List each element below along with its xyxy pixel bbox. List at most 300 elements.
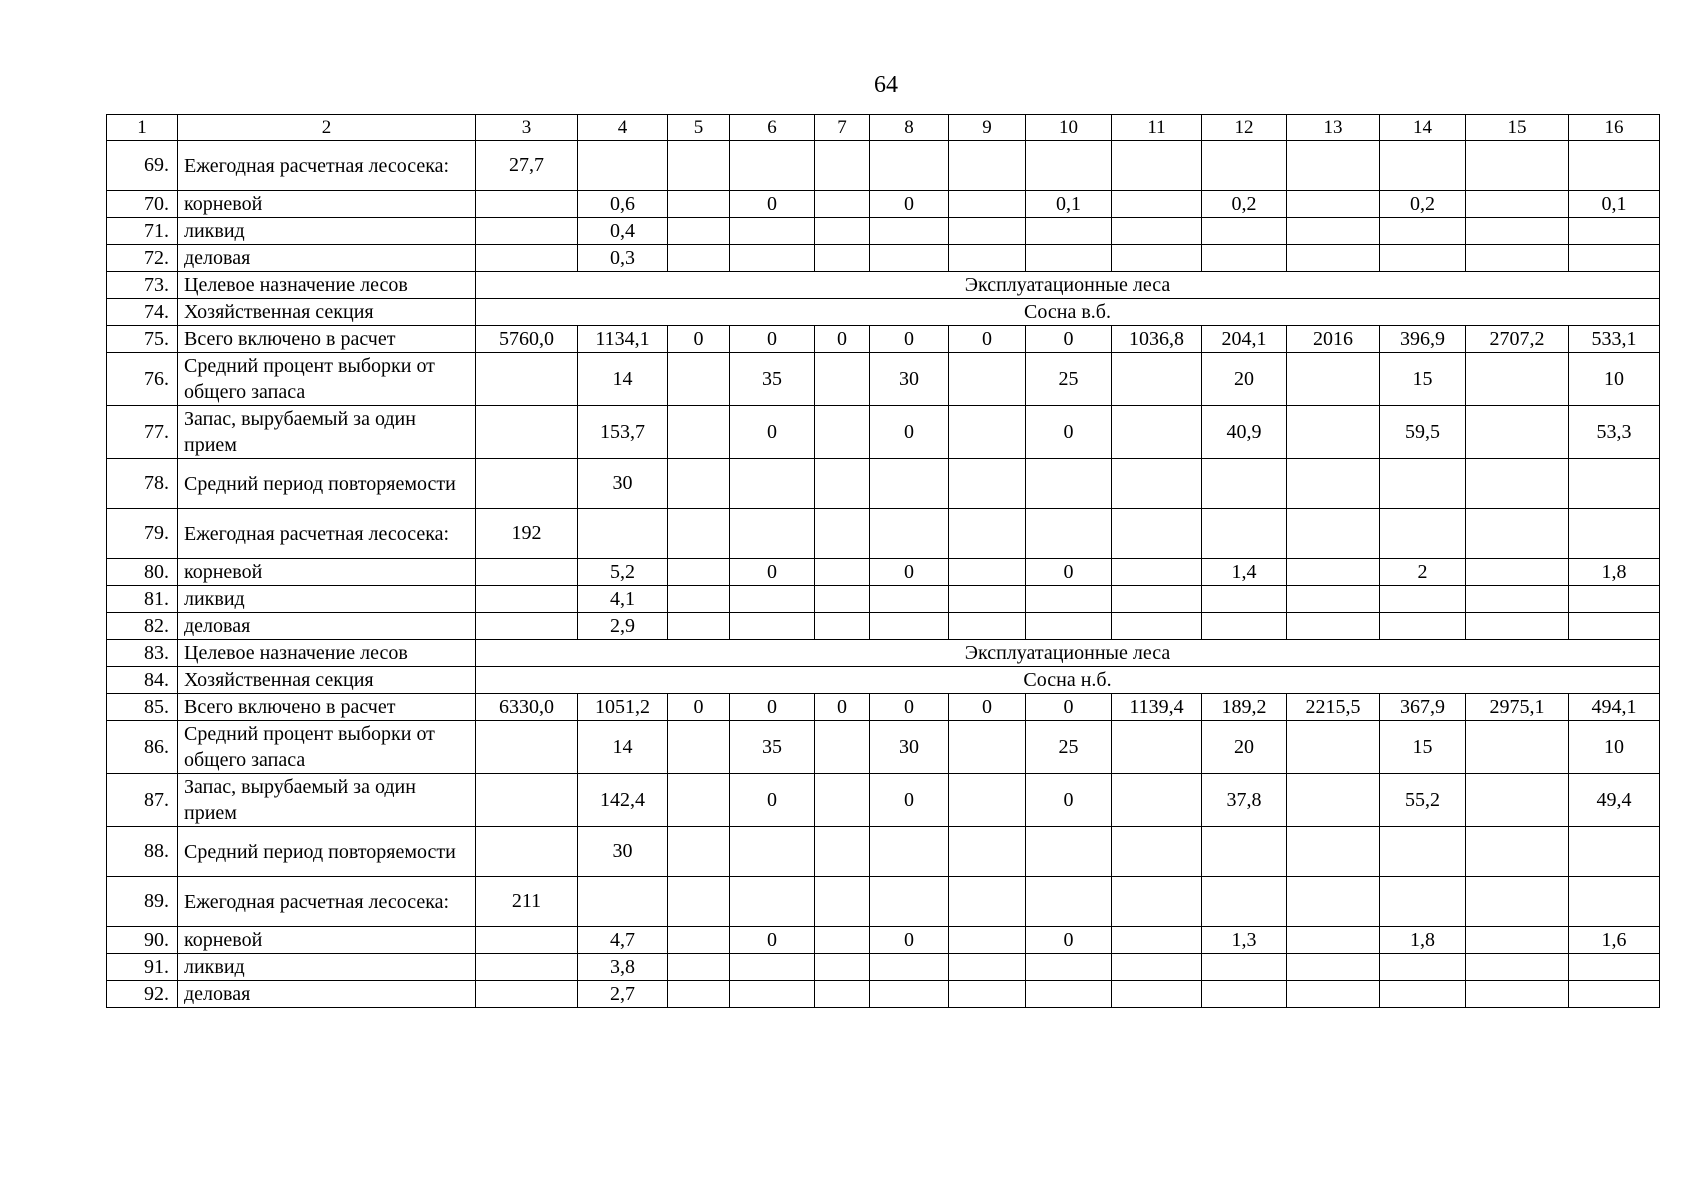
table-cell bbox=[730, 613, 815, 640]
column-header: 5 bbox=[668, 115, 730, 141]
table-cell bbox=[668, 353, 730, 406]
column-header: 14 bbox=[1380, 115, 1466, 141]
row-label: корневой bbox=[178, 559, 476, 586]
table-cell bbox=[1026, 877, 1112, 927]
table-cell bbox=[1569, 954, 1660, 981]
table-cell bbox=[1466, 191, 1569, 218]
table-cell: 192 bbox=[476, 509, 578, 559]
table-cell bbox=[1112, 981, 1202, 1008]
table-cell bbox=[815, 218, 870, 245]
table-cell: 37,8 bbox=[1202, 774, 1287, 827]
table-cell bbox=[1287, 191, 1380, 218]
table-cell bbox=[1380, 245, 1466, 272]
column-header: 12 bbox=[1202, 115, 1287, 141]
row-label: Ежегодная расчетная лесосека: bbox=[178, 141, 476, 191]
table-cell: 4,1 bbox=[578, 586, 668, 613]
table-cell bbox=[668, 245, 730, 272]
table-cell bbox=[476, 218, 578, 245]
table-cell bbox=[1026, 459, 1112, 509]
table-cell bbox=[949, 353, 1026, 406]
column-header: 1 bbox=[107, 115, 178, 141]
table-cell bbox=[815, 927, 870, 954]
table-cell bbox=[1112, 459, 1202, 509]
table-cell bbox=[870, 586, 949, 613]
table-cell: 1139,4 bbox=[1112, 694, 1202, 721]
table-row bbox=[107, 326, 1660, 353]
column-header: 8 bbox=[870, 115, 949, 141]
row-label: Средний период повторяемости bbox=[178, 459, 476, 509]
table-cell: 25 bbox=[1026, 353, 1112, 406]
table-cell bbox=[668, 559, 730, 586]
table-cell: 35 bbox=[730, 353, 815, 406]
row-number: 88. bbox=[107, 827, 178, 877]
table-cell bbox=[870, 218, 949, 245]
table-cell bbox=[1112, 954, 1202, 981]
table-cell bbox=[1287, 218, 1380, 245]
table-cell: 0,2 bbox=[1380, 191, 1466, 218]
table-cell: 0,2 bbox=[1202, 191, 1287, 218]
table-cell bbox=[1112, 721, 1202, 774]
table-cell: 0,3 bbox=[578, 245, 668, 272]
table-cell bbox=[815, 509, 870, 559]
table-row bbox=[107, 694, 1660, 721]
table-cell bbox=[949, 774, 1026, 827]
table-cell bbox=[815, 877, 870, 927]
table-cell: 0 bbox=[870, 406, 949, 459]
table-cell bbox=[1287, 877, 1380, 927]
row-number: 81. bbox=[107, 586, 178, 613]
table-cell bbox=[815, 954, 870, 981]
table-cell bbox=[1466, 459, 1569, 509]
table-cell: 10 bbox=[1569, 721, 1660, 774]
table-cell bbox=[1466, 981, 1569, 1008]
table-cell bbox=[668, 827, 730, 877]
table-cell bbox=[815, 613, 870, 640]
table-row bbox=[107, 640, 1660, 667]
table-cell: 25 bbox=[1026, 721, 1112, 774]
table-cell: 0 bbox=[949, 326, 1026, 353]
table-cell bbox=[1569, 509, 1660, 559]
table-cell bbox=[1287, 954, 1380, 981]
table-cell bbox=[1112, 406, 1202, 459]
table-cell bbox=[1466, 218, 1569, 245]
row-number: 89. bbox=[107, 877, 178, 927]
table-cell bbox=[1380, 613, 1466, 640]
table-cell bbox=[578, 141, 668, 191]
table-cell bbox=[578, 509, 668, 559]
table-cell bbox=[870, 141, 949, 191]
table-cell bbox=[476, 353, 578, 406]
table-cell bbox=[1466, 509, 1569, 559]
column-header: 9 bbox=[949, 115, 1026, 141]
row-label: Всего включено в расчет bbox=[178, 694, 476, 721]
table-cell: 1,6 bbox=[1569, 927, 1660, 954]
table-cell bbox=[815, 353, 870, 406]
table-cell bbox=[1287, 721, 1380, 774]
row-label: Запас, вырубаемый за один прием bbox=[178, 774, 476, 827]
table-cell bbox=[730, 827, 815, 877]
table-cell: 5,2 bbox=[578, 559, 668, 586]
table-cell bbox=[1569, 141, 1660, 191]
table-cell bbox=[1466, 721, 1569, 774]
table-cell: 0 bbox=[730, 559, 815, 586]
table-cell bbox=[1026, 245, 1112, 272]
table-cell bbox=[730, 245, 815, 272]
table-cell bbox=[1112, 245, 1202, 272]
table-cell: 0 bbox=[815, 326, 870, 353]
table-cell bbox=[1026, 981, 1112, 1008]
table-cell bbox=[668, 586, 730, 613]
table-cell bbox=[1287, 245, 1380, 272]
row-number: 75. bbox=[107, 326, 178, 353]
row-number: 72. bbox=[107, 245, 178, 272]
table-cell bbox=[815, 141, 870, 191]
table-cell: 0 bbox=[730, 694, 815, 721]
row-label: корневой bbox=[178, 191, 476, 218]
row-number: 80. bbox=[107, 559, 178, 586]
table-cell bbox=[1380, 877, 1466, 927]
table-cell bbox=[1202, 586, 1287, 613]
table-cell bbox=[730, 586, 815, 613]
table-cell bbox=[476, 406, 578, 459]
table-cell bbox=[1112, 353, 1202, 406]
table-cell bbox=[730, 509, 815, 559]
row-number: 77. bbox=[107, 406, 178, 459]
table-cell bbox=[1466, 559, 1569, 586]
table-cell bbox=[949, 721, 1026, 774]
table-row bbox=[107, 954, 1660, 981]
table-cell: 204,1 bbox=[1202, 326, 1287, 353]
table-cell: 367,9 bbox=[1380, 694, 1466, 721]
table-cell: 14 bbox=[578, 353, 668, 406]
table-cell bbox=[870, 827, 949, 877]
table-cell bbox=[1466, 927, 1569, 954]
table-cell bbox=[1112, 827, 1202, 877]
table-cell: 0 bbox=[668, 694, 730, 721]
table-cell: 0 bbox=[1026, 694, 1112, 721]
table-cell bbox=[1112, 191, 1202, 218]
table-cell bbox=[1287, 927, 1380, 954]
table-cell: 0,1 bbox=[1026, 191, 1112, 218]
table-cell bbox=[668, 141, 730, 191]
table-cell: 0 bbox=[870, 774, 949, 827]
table-cell bbox=[1112, 927, 1202, 954]
table-cell bbox=[1202, 218, 1287, 245]
table-cell bbox=[1112, 141, 1202, 191]
table-cell: 0 bbox=[730, 406, 815, 459]
table-cell bbox=[1466, 141, 1569, 191]
table-row bbox=[107, 272, 1660, 299]
row-label: ликвид bbox=[178, 218, 476, 245]
table-cell bbox=[949, 954, 1026, 981]
table-cell: 494,1 bbox=[1569, 694, 1660, 721]
table-cell: 30 bbox=[870, 353, 949, 406]
table-cell bbox=[1569, 981, 1660, 1008]
row-label: корневой bbox=[178, 927, 476, 954]
table-cell bbox=[1466, 586, 1569, 613]
table-cell: 1,8 bbox=[1380, 927, 1466, 954]
table-cell bbox=[815, 406, 870, 459]
table-row bbox=[107, 245, 1660, 272]
table-row bbox=[107, 613, 1660, 640]
row-label: ликвид bbox=[178, 954, 476, 981]
table-cell: 0 bbox=[1026, 927, 1112, 954]
table-row bbox=[107, 877, 1660, 927]
table-cell: 59,5 bbox=[1380, 406, 1466, 459]
table-cell: 40,9 bbox=[1202, 406, 1287, 459]
table-cell: 15 bbox=[1380, 721, 1466, 774]
table-cell bbox=[870, 509, 949, 559]
table-cell: 14 bbox=[578, 721, 668, 774]
table-cell bbox=[949, 981, 1026, 1008]
table-cell: 0 bbox=[1026, 326, 1112, 353]
table-cell bbox=[949, 191, 1026, 218]
table-cell: 0 bbox=[1026, 559, 1112, 586]
row-label: Ежегодная расчетная лесосека: bbox=[178, 877, 476, 927]
table-cell bbox=[476, 586, 578, 613]
row-label: Ежегодная расчетная лесосека: bbox=[178, 509, 476, 559]
table-row bbox=[107, 141, 1660, 191]
table-cell bbox=[1466, 613, 1569, 640]
table-cell bbox=[1287, 827, 1380, 877]
table-cell bbox=[1569, 613, 1660, 640]
table-cell bbox=[668, 406, 730, 459]
table-cell: 1,8 bbox=[1569, 559, 1660, 586]
row-label: деловая bbox=[178, 613, 476, 640]
table-row bbox=[107, 827, 1660, 877]
merged-value-cell: Сосна в.б. bbox=[476, 299, 1660, 326]
table-cell bbox=[1466, 406, 1569, 459]
table-cell bbox=[668, 981, 730, 1008]
table-cell: 2,9 bbox=[578, 613, 668, 640]
table-cell bbox=[1569, 827, 1660, 877]
row-number: 86. bbox=[107, 721, 178, 774]
table-cell bbox=[1112, 774, 1202, 827]
table-cell: 2016 bbox=[1287, 326, 1380, 353]
table-cell bbox=[476, 613, 578, 640]
table-cell bbox=[1380, 586, 1466, 613]
row-number: 91. bbox=[107, 954, 178, 981]
row-number: 78. bbox=[107, 459, 178, 509]
table-cell bbox=[1466, 353, 1569, 406]
row-label: Хозяйственная секция bbox=[178, 299, 476, 326]
table-cell bbox=[1202, 141, 1287, 191]
merged-value-cell: Эксплуатационные леса bbox=[476, 272, 1660, 299]
table-cell: 0 bbox=[870, 927, 949, 954]
table-cell: 1051,2 bbox=[578, 694, 668, 721]
column-header: 13 bbox=[1287, 115, 1380, 141]
table-cell bbox=[1287, 509, 1380, 559]
column-header: 7 bbox=[815, 115, 870, 141]
table-cell bbox=[1287, 141, 1380, 191]
table-cell: 49,4 bbox=[1569, 774, 1660, 827]
table-row bbox=[107, 927, 1660, 954]
merged-value-cell: Эксплуатационные леса bbox=[476, 640, 1660, 667]
table-cell bbox=[1026, 586, 1112, 613]
table-cell bbox=[949, 586, 1026, 613]
table-row bbox=[107, 218, 1660, 245]
table-cell bbox=[870, 245, 949, 272]
table-cell: 0 bbox=[1026, 406, 1112, 459]
table-cell bbox=[476, 245, 578, 272]
table-cell bbox=[1466, 245, 1569, 272]
table-cell bbox=[949, 613, 1026, 640]
table-cell: 0 bbox=[815, 694, 870, 721]
table-cell bbox=[1287, 459, 1380, 509]
column-header: 10 bbox=[1026, 115, 1112, 141]
table-cell bbox=[730, 981, 815, 1008]
table-cell bbox=[1569, 459, 1660, 509]
table-cell bbox=[1466, 827, 1569, 877]
table-row bbox=[107, 981, 1660, 1008]
table-cell: 1134,1 bbox=[578, 326, 668, 353]
table-row bbox=[107, 299, 1660, 326]
table-cell: 53,3 bbox=[1569, 406, 1660, 459]
table-cell bbox=[476, 981, 578, 1008]
table-cell bbox=[949, 877, 1026, 927]
table-cell bbox=[1287, 559, 1380, 586]
table-cell bbox=[949, 927, 1026, 954]
table-cell: 0,4 bbox=[578, 218, 668, 245]
table-cell bbox=[1202, 827, 1287, 877]
table-cell bbox=[1287, 406, 1380, 459]
table-cell bbox=[1380, 981, 1466, 1008]
table-cell bbox=[949, 218, 1026, 245]
column-header: 3 bbox=[476, 115, 578, 141]
table-cell bbox=[668, 218, 730, 245]
table-cell bbox=[949, 509, 1026, 559]
table-cell bbox=[668, 191, 730, 218]
row-label: ликвид bbox=[178, 586, 476, 613]
table-cell bbox=[1287, 981, 1380, 1008]
table-cell bbox=[949, 559, 1026, 586]
table-cell bbox=[1026, 509, 1112, 559]
table-cell bbox=[1202, 245, 1287, 272]
row-number: 69. bbox=[107, 141, 178, 191]
table-cell: 1,3 bbox=[1202, 927, 1287, 954]
table-cell bbox=[1380, 509, 1466, 559]
table-cell bbox=[1112, 218, 1202, 245]
table-row bbox=[107, 721, 1660, 774]
table-cell bbox=[1380, 141, 1466, 191]
table-cell bbox=[476, 721, 578, 774]
table-cell: 0 bbox=[730, 774, 815, 827]
table-cell bbox=[1112, 613, 1202, 640]
table-row bbox=[107, 667, 1660, 694]
table-cell: 10 bbox=[1569, 353, 1660, 406]
column-header: 2 bbox=[178, 115, 476, 141]
table-header-row bbox=[107, 115, 1660, 141]
table-cell: 0 bbox=[730, 326, 815, 353]
column-header: 16 bbox=[1569, 115, 1660, 141]
table-cell: 30 bbox=[578, 459, 668, 509]
row-label: Целевое назначение лесов bbox=[178, 640, 476, 667]
table-cell: 35 bbox=[730, 721, 815, 774]
table-cell: 142,4 bbox=[578, 774, 668, 827]
table-cell bbox=[1466, 877, 1569, 927]
table-cell: 0 bbox=[730, 191, 815, 218]
table-cell bbox=[1202, 613, 1287, 640]
table-cell bbox=[1569, 877, 1660, 927]
row-label: Средний процент выборки от общего запаса bbox=[178, 721, 476, 774]
table-row bbox=[107, 191, 1660, 218]
table-cell bbox=[1026, 613, 1112, 640]
table-cell bbox=[730, 877, 815, 927]
table-row bbox=[107, 353, 1660, 406]
table-row bbox=[107, 586, 1660, 613]
table-cell bbox=[578, 877, 668, 927]
table-cell: 0 bbox=[870, 694, 949, 721]
table-cell: 4,7 bbox=[578, 927, 668, 954]
row-number: 90. bbox=[107, 927, 178, 954]
table-cell bbox=[1202, 877, 1287, 927]
table-cell bbox=[1112, 586, 1202, 613]
table-cell: 55,2 bbox=[1380, 774, 1466, 827]
row-label: деловая bbox=[178, 981, 476, 1008]
table-cell bbox=[815, 459, 870, 509]
table-cell bbox=[1202, 981, 1287, 1008]
table-cell bbox=[668, 721, 730, 774]
table-cell bbox=[730, 954, 815, 981]
table-cell bbox=[949, 827, 1026, 877]
column-header: 15 bbox=[1466, 115, 1569, 141]
row-number: 87. bbox=[107, 774, 178, 827]
table-cell bbox=[1569, 586, 1660, 613]
table-cell: 2 bbox=[1380, 559, 1466, 586]
table-cell: 211 bbox=[476, 877, 578, 927]
row-number: 85. bbox=[107, 694, 178, 721]
table-cell bbox=[1202, 509, 1287, 559]
table-cell bbox=[476, 774, 578, 827]
table-cell bbox=[870, 981, 949, 1008]
table-row bbox=[107, 406, 1660, 459]
table-cell bbox=[870, 954, 949, 981]
table-cell bbox=[668, 774, 730, 827]
row-number: 74. bbox=[107, 299, 178, 326]
table-cell bbox=[870, 459, 949, 509]
row-label: Целевое назначение лесов bbox=[178, 272, 476, 299]
table-cell: 153,7 bbox=[578, 406, 668, 459]
table-cell bbox=[668, 459, 730, 509]
page-number: 64 bbox=[874, 72, 898, 98]
table-cell bbox=[1287, 613, 1380, 640]
table-cell: 5760,0 bbox=[476, 326, 578, 353]
table-cell bbox=[1202, 954, 1287, 981]
row-label: деловая bbox=[178, 245, 476, 272]
column-header: 4 bbox=[578, 115, 668, 141]
table-cell bbox=[1569, 245, 1660, 272]
table-cell bbox=[668, 927, 730, 954]
table-cell bbox=[1026, 954, 1112, 981]
table-cell bbox=[949, 245, 1026, 272]
table-cell bbox=[1287, 586, 1380, 613]
table-cell bbox=[1202, 459, 1287, 509]
table-row bbox=[107, 459, 1660, 509]
row-number: 71. bbox=[107, 218, 178, 245]
table-cell: 1,4 bbox=[1202, 559, 1287, 586]
table-cell bbox=[815, 559, 870, 586]
table-cell: 2,7 bbox=[578, 981, 668, 1008]
table-cell bbox=[815, 245, 870, 272]
table-cell bbox=[476, 191, 578, 218]
table-cell bbox=[1466, 954, 1569, 981]
table-cell: 2975,1 bbox=[1466, 694, 1569, 721]
table-cell bbox=[1287, 353, 1380, 406]
data-table bbox=[106, 114, 1660, 1008]
table-cell bbox=[1112, 559, 1202, 586]
table-cell bbox=[1026, 218, 1112, 245]
row-label: Запас, вырубаемый за один прием bbox=[178, 406, 476, 459]
